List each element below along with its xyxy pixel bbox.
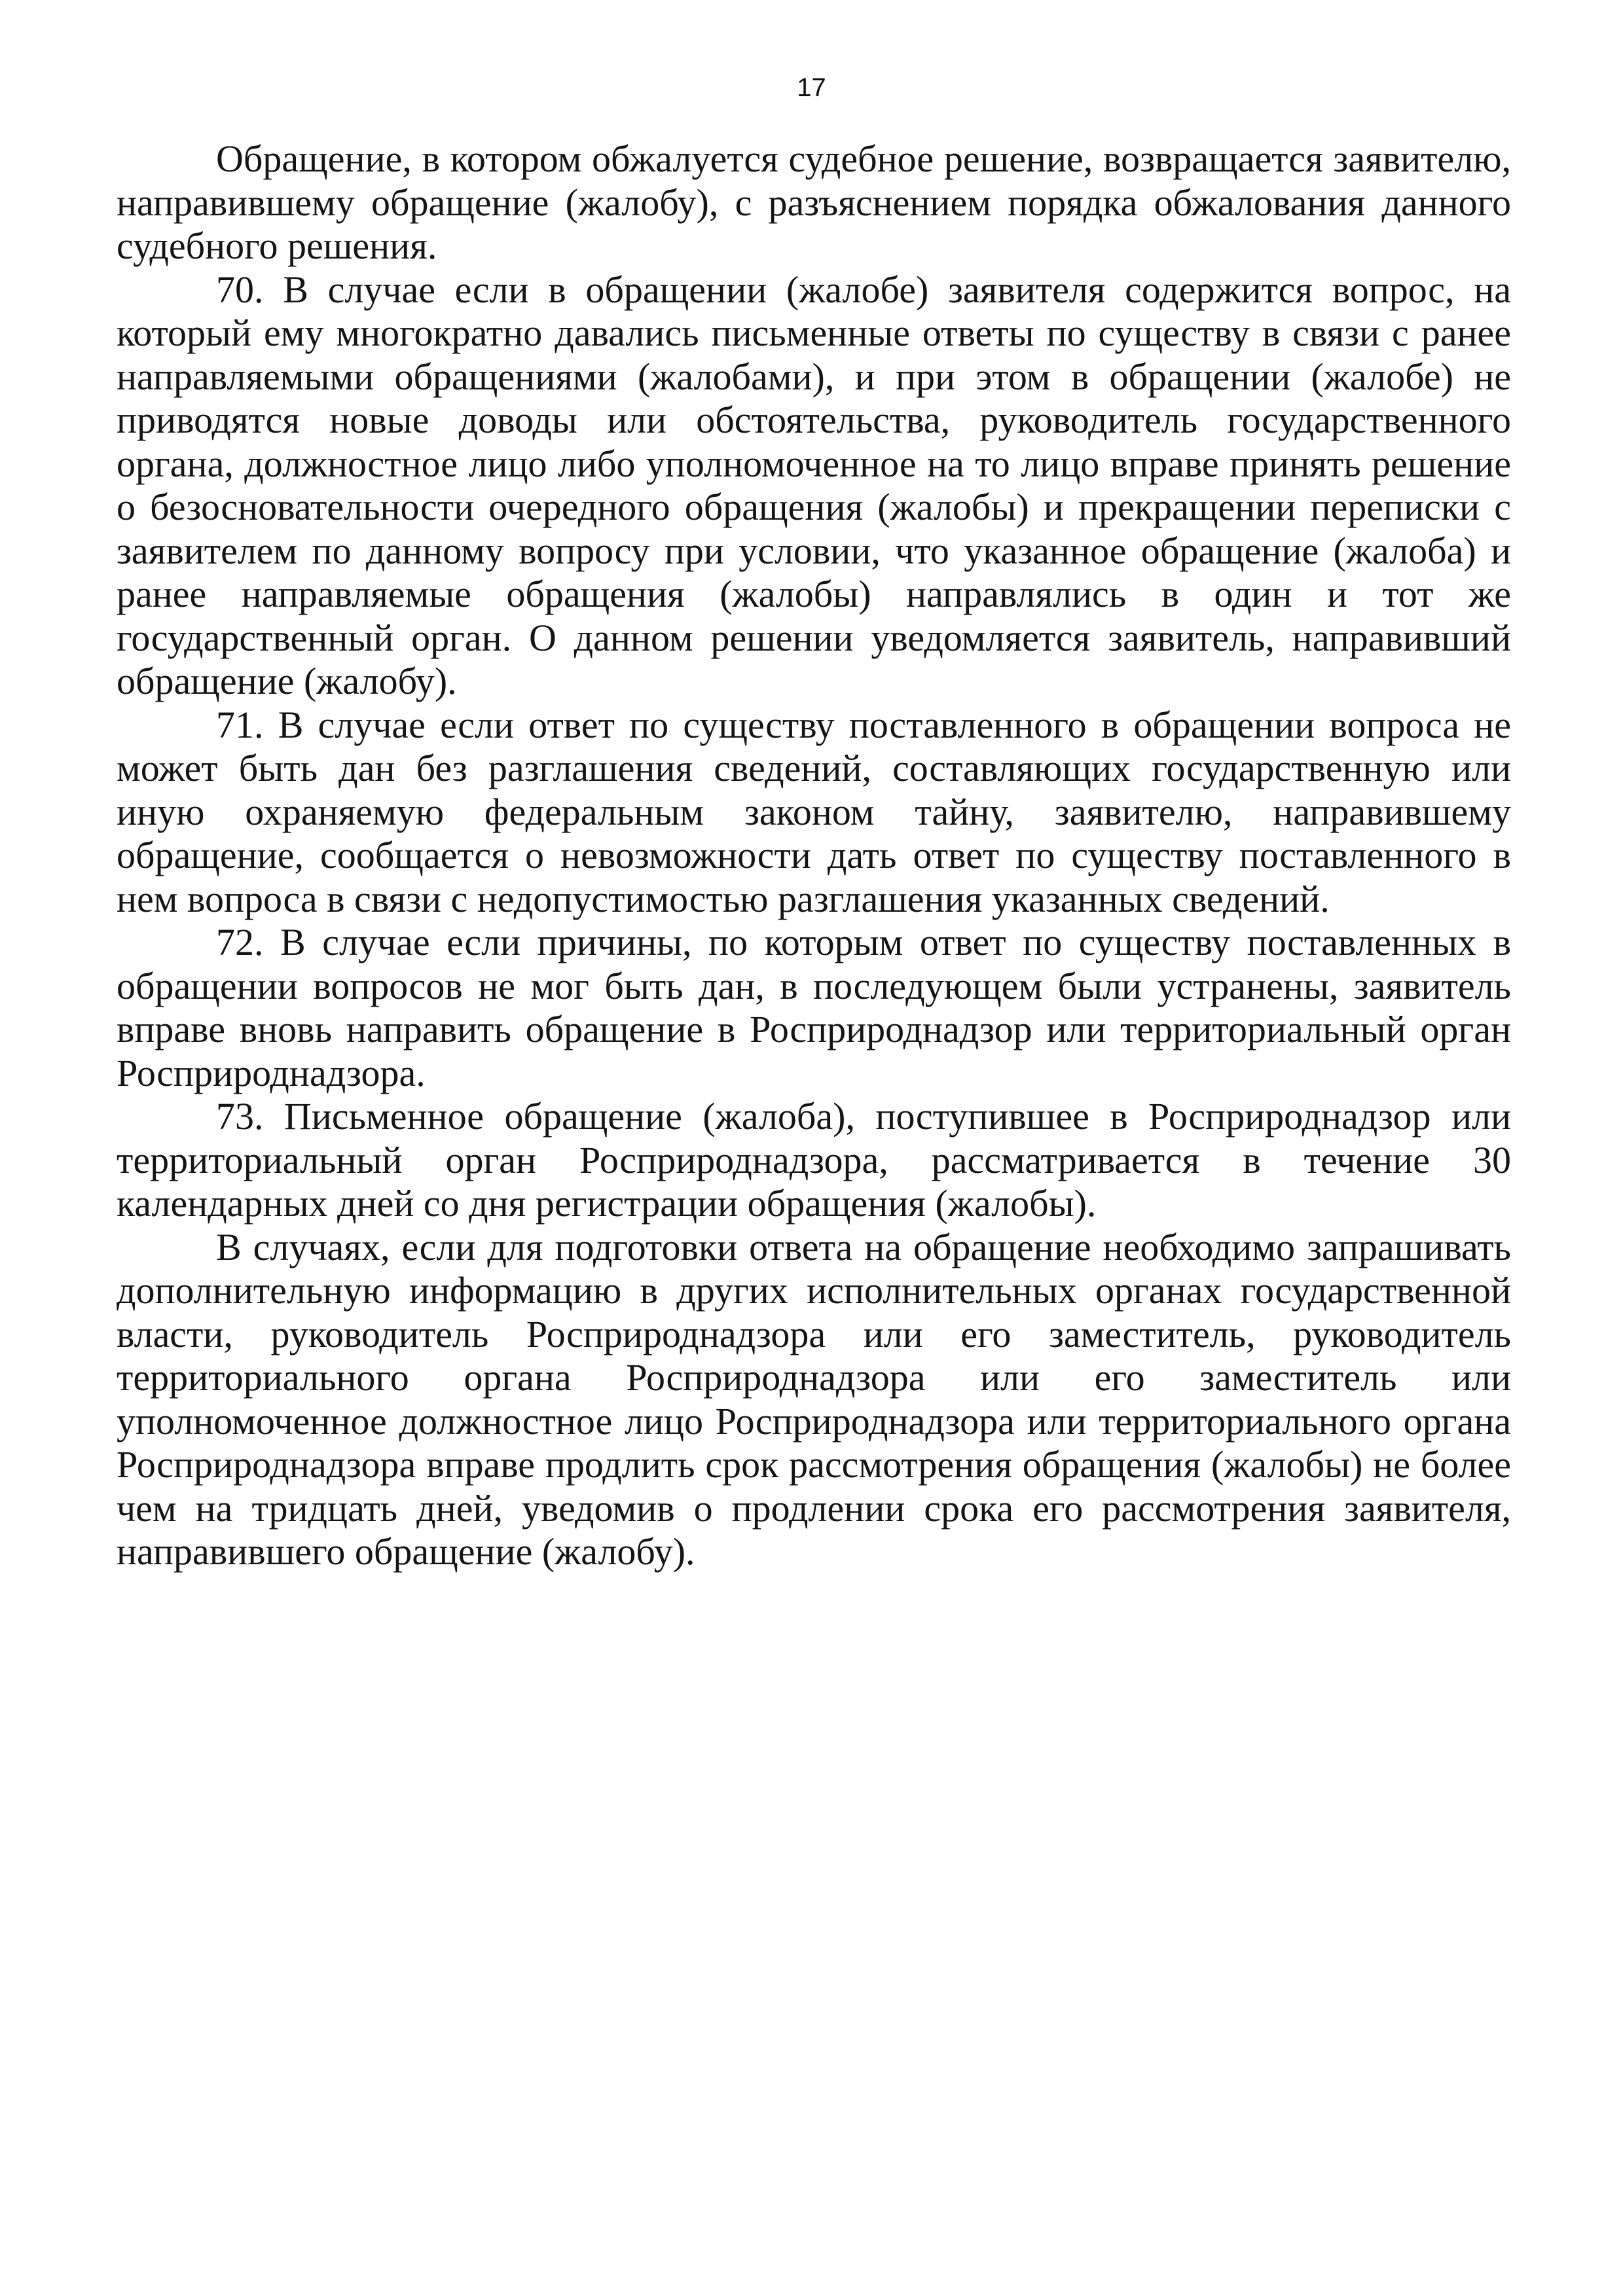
- page-number: 17: [797, 73, 826, 102]
- paragraph-appeal-court-decision: Обращение, в котором обжалуется судебное решение, возвращается заявителю, направившему обращение (жалобу), с разъяснением порядка обжалования данного судебного решения.: [117, 137, 1511, 267]
- paragraph-70: 70. В случае если в обращении (жалобе) заявителя содержится вопрос, на который ему многократно давались письменные ответы по существу в связи с ранее направляемыми обращениями (жалобами), и при этом в обращении (жалобе) не приводятся новые доводы или обстоятельства, руководитель государственного органа, должностное лицо либо уполномоченное на то лицо вправе принять решение о безосновательности очередного обращения (жалобы) и прекращении переписки с заявителем по данному вопросу при условии, что указанное обращение (жалоба) и ранее направляемые обращения (жалобы) направлялись в один и тот же государственный орган. О данном решении уведомляется заявитель, направивший обращение (жалобу).: [117, 268, 1511, 702]
- paragraph-72: 72. В случае если причины, по которым ответ по существу поставленных в обращении вопросов не мог быть дан, в последующем были устранены, заявитель вправе вновь направить обращение в Росприроднадзор или территориальный орган Росприроднадзора.: [117, 921, 1511, 1094]
- document-body: [117, 137, 1511, 1574]
- paragraph-71: 71. В случае если ответ по существу поставленного в обращении вопроса не может быть дан без разглашения сведений, составляющих государственную или иную охраняемую федеральным законом тайну, заявителю, направившему обращение, сообщается о невозможности дать ответ по существу поставленного в нем вопроса в связи с недопустимостью разглашения указанных сведений.: [117, 703, 1511, 920]
- paragraph-73-extension: В случаях, если для подготовки ответа на обращение необходимо запрашивать дополнительную информацию в других исполнительных органах государственной власти, руководитель Росприроднадзора или его заместитель, руководитель территориального органа Росприроднадзора или его заместитель или уполномоченное должностное лицо Росприроднадзора или территориального органа Росприроднадзора вправе продлить срок рассмотрения обращения (жалобы) не более чем на тридцать дней, уведомив о продлении срока его рассмотрения заявителя, направившего обращение (жалобу).: [117, 1225, 1511, 1573]
- paragraph-73: 73. Письменное обращение (жалоба), поступившее в Росприроднадзор или территориальный орган Росприроднадзора, рассматривается в течение 30 календарных дней со дня регистрации обращения (жалобы).: [117, 1095, 1511, 1225]
